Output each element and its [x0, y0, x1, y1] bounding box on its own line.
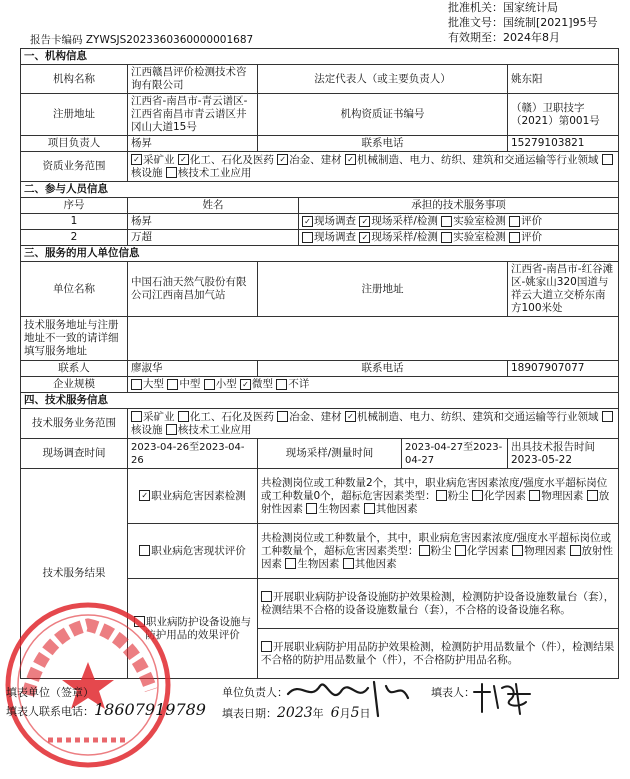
sampling-time: 2023-04-27至2023-04-27 [402, 439, 508, 469]
option-label: 采矿业 [143, 153, 175, 166]
leader-signature-icon [280, 672, 420, 720]
survey-time-label: 现场调查时间 [21, 439, 128, 469]
checkbox-option [204, 378, 240, 390]
section-employer-title: 三、服务的用人单位信息 [21, 246, 619, 262]
checkbox-icon [302, 232, 313, 243]
checkbox-icon [512, 545, 523, 556]
leader-name: 杨昇 [128, 136, 258, 152]
checkbox-option [131, 411, 178, 423]
report-time-label: 出具技术报告时间 [511, 440, 595, 453]
option-label: 机械制造、电力、纺织、建筑和交通运输等行业领域 [357, 153, 599, 166]
size-label: 企业规模 [21, 377, 128, 393]
checkbox-icon [131, 379, 142, 390]
validity-date: 有效期至：2024年8月 [448, 31, 560, 44]
checked-box-icon: ✓ [359, 216, 370, 227]
checkbox-option [276, 378, 309, 390]
checkbox-icon [570, 545, 581, 556]
org-phone-label: 联系电话 [258, 136, 508, 152]
staff-duties [299, 214, 619, 230]
org-name-label: 机构名称 [21, 65, 128, 94]
option-label: 放射性因素 [261, 544, 614, 570]
option-label: 物理因素 [541, 489, 584, 502]
col-no-header: 序号 [21, 198, 128, 214]
option-label: 核技术工业应用 [177, 423, 252, 436]
checkbox-option [306, 503, 363, 515]
unit-reg-addr: 江西省-南昌市-红谷滩区-姚家山320国道与祥云大道立交桥东南方100米处 [508, 262, 619, 317]
checkbox-option [167, 378, 203, 390]
option-label: 核技术工业应用 [177, 166, 252, 179]
option-label: 化学因素 [484, 489, 527, 502]
company-size-list [128, 377, 619, 393]
result-status-text: 共检测岗位或工种数量个，其中，职业病危害因素浓度/强度水平超标岗位或工种数量个，超标危害因素类型： [261, 531, 612, 557]
alt-addr-value [128, 317, 619, 361]
option-label: 中型 [179, 378, 201, 390]
checkbox-icon [139, 545, 150, 556]
checkbox-option [302, 215, 359, 227]
checkbox-option [472, 490, 529, 502]
staff-no: 2 [21, 230, 128, 246]
checkbox-option [509, 231, 542, 243]
checkbox-option [178, 154, 277, 166]
result-protection-equipment [258, 579, 619, 629]
checked-box-icon: ✓ [178, 154, 189, 165]
checkbox-option [343, 558, 397, 570]
col-name-header: 姓名 [128, 198, 299, 214]
result-status-label-cell [128, 524, 258, 579]
checkbox-icon [436, 490, 447, 501]
contact-label: 联系人 [21, 361, 128, 377]
legal-rep: 姚东阳 [508, 65, 619, 94]
checked-box-icon: ✓ [302, 216, 313, 227]
checkbox-option [302, 231, 359, 243]
option-label: 生物因素 [297, 557, 340, 570]
date-year: 2023 [277, 705, 313, 721]
option-label: 核设施 [131, 423, 163, 436]
checkbox-icon [509, 232, 520, 243]
checkbox-icon [277, 411, 288, 422]
option-label: 生物因素 [318, 502, 361, 515]
checkbox-icon [509, 216, 520, 227]
org-name: 江西赣昌评价检测技术咨询有限公司 [128, 65, 258, 94]
checkbox-option [441, 231, 509, 243]
checkbox-option [359, 231, 441, 243]
checkbox-option [166, 424, 252, 436]
checkbox-option [131, 154, 178, 166]
option-label: 实验室检测 [453, 215, 506, 227]
result-status-label: 职业病危害现状评价 [151, 544, 246, 557]
option-label: 现场调查 [314, 231, 356, 243]
option-label: 放射性因素 [261, 489, 610, 515]
checkbox-option [512, 545, 569, 557]
checkbox-icon: ✓ [139, 490, 150, 501]
checkbox-icon [261, 591, 272, 602]
footer-contact [6, 700, 206, 719]
checkbox-option [345, 411, 602, 423]
date-label: 填表日期： [222, 707, 277, 720]
date-year-suffix: 年 [312, 707, 324, 720]
result-detection-label: 职业病危害因素检测 [151, 489, 246, 502]
staff-name: 万超 [128, 230, 299, 246]
checkbox-option [509, 215, 542, 227]
option-label: 物理因素 [524, 544, 567, 557]
unit-name: 中国石油天然气股份有限公司江西南昌加气站 [128, 262, 258, 317]
alt-addr-label: 技术服务地址与注册地址不一致的请详细填写服务地址 [21, 317, 128, 361]
checkbox-option [359, 215, 441, 227]
checkbox-icon [276, 379, 287, 390]
option-label: 化工、石化及医药 [189, 410, 274, 423]
service-scope-list [128, 409, 619, 439]
checkbox-icon [261, 641, 272, 652]
option-label: 小型 [215, 378, 237, 390]
scope-label: 资质业务范围 [21, 152, 128, 182]
result-status-content [258, 524, 619, 579]
unit-reg-addr-label: 注册地址 [258, 262, 508, 317]
report-time: 2023-05-22 [511, 453, 573, 466]
approval-number: 批准文号：国统制[2021]95号 [448, 16, 598, 29]
checkbox-icon [306, 503, 317, 514]
checkbox-icon [131, 411, 142, 422]
option-label: 化工、石化及医药 [189, 153, 274, 166]
checkbox-option [419, 545, 455, 557]
unit-name-label: 单位名称 [21, 262, 128, 317]
result-detection-content [258, 469, 619, 524]
checkbox-icon [285, 558, 296, 569]
result-protection-equipment-text: 开展职业病防护设备设施防护效果检测，检测防护设备设施数量台（套），检测结果不合格的设备设施数量台（套），不合格的设备设施名称。 [261, 590, 615, 616]
result-protection-label: 职业病防护设备设施与防护用品的效果评价 [145, 615, 251, 641]
checkbox-icon [472, 490, 483, 501]
checkbox-option [277, 411, 345, 423]
option-label: 机械制造、电力、纺织、建筑和交通运输等行业领域 [357, 410, 599, 423]
contact-phone: 18607919789 [94, 700, 206, 719]
checkbox-option [436, 490, 472, 502]
survey-time: 2023-04-26至2023-04-26 [128, 439, 258, 469]
option-label: 粉尘 [447, 489, 469, 502]
checkbox-option [131, 378, 167, 390]
result-protection-gear-text: 开展职业病防护用品防护效果检测，检测防护用品数量个（件），检测结果不合格的防护用品数量个（件），不合格防护用品名称。 [261, 640, 615, 666]
checkbox-option [364, 503, 418, 515]
org-reg-addr: 江西省-南昌市-青云谱区-江西省南昌市青云谱区井冈山大道15号 [128, 94, 258, 136]
staff-duties [299, 230, 619, 246]
sampling-time-label: 现场采样/测量时间 [258, 439, 402, 469]
cert-number: （赣）卫职技字（2021）第001号 [508, 94, 619, 136]
option-label: 其他因素 [354, 557, 397, 570]
result-protection-gear [258, 629, 619, 679]
checkbox-icon [419, 545, 430, 556]
checkbox-option [441, 215, 509, 227]
option-label: 其他因素 [375, 502, 418, 515]
footer-unit-label: 填表单位（签章） [6, 686, 94, 699]
section-org-title: 一、机构信息 [21, 49, 619, 65]
checkbox-option [285, 558, 342, 570]
checkbox-icon [166, 424, 177, 435]
leader-label: 项目负责人 [21, 136, 128, 152]
service-scope-label: 技术服务业务范围 [21, 409, 128, 439]
cert-label: 机构资质证书编号 [258, 94, 508, 136]
staff-no: 1 [21, 214, 128, 230]
legal-rep-label: 法定代表人（或主要负责人） [258, 65, 508, 94]
staff-name: 杨昇 [128, 214, 299, 230]
report-time-cell [508, 439, 619, 469]
checkbox-icon [204, 379, 215, 390]
option-label: 实验室检测 [453, 231, 506, 243]
checkbox-icon [455, 545, 466, 556]
date-day-suffix: 日 [359, 707, 371, 720]
option-label: 微型 [252, 378, 274, 390]
option-label: 粉尘 [430, 544, 452, 557]
col-duty-header: 承担的技术服务事项 [299, 198, 619, 214]
report-form [20, 48, 619, 679]
option-label: 现场采样/检测 [371, 215, 438, 227]
checked-box-icon: ✓ [345, 411, 356, 422]
qual-scope-list [128, 152, 619, 182]
result-detection-text: 共检测岗位或工种数量2个，其中，职业病危害因素浓度/强度水平超标岗位或工种数量0个，超标危害因素类型： [261, 476, 608, 502]
section-staff-title: 二、参与人员信息 [21, 182, 619, 198]
authority-label: 批准机关：国家统计局 [448, 1, 558, 14]
contact-name: 廖淑华 [128, 361, 258, 377]
unit-phone: 18907907077 [508, 361, 619, 377]
checked-box-icon: ✓ [131, 154, 142, 165]
checkbox-option [529, 490, 586, 502]
checkbox-icon [441, 232, 452, 243]
checkbox-option [178, 411, 277, 423]
section-service-title: 四、技术服务信息 [21, 393, 619, 409]
date-month: 6 [330, 705, 340, 721]
approval-header [448, 0, 628, 45]
report-code: 报告卡编码 ZYWSJS2023360360000001687 [30, 34, 254, 46]
option-label: 现场采样/检测 [371, 231, 438, 243]
checkbox-icon [441, 216, 452, 227]
checked-box-icon: ✓ [277, 154, 288, 165]
checkbox-icon [166, 167, 177, 178]
org-phone: 15279103821 [508, 136, 619, 152]
checked-box-icon: ✓ [240, 379, 251, 390]
checkbox-option [455, 545, 512, 557]
checked-box-icon: ✓ [359, 232, 370, 243]
option-label: 评价 [521, 231, 543, 243]
result-detection-label-cell [128, 469, 258, 524]
option-label: 大型 [143, 378, 164, 390]
option-label: 冶金、建材 [289, 410, 342, 423]
option-label: 冶金、建材 [289, 153, 342, 166]
option-label: 化学因素 [466, 544, 509, 557]
org-reg-addr-label: 注册地址 [21, 94, 128, 136]
contact-phone-label: 填表人联系电话： [6, 705, 94, 718]
date-day: 5 [350, 705, 360, 721]
checkbox-option [277, 154, 345, 166]
option-label: 核设施 [131, 166, 163, 179]
checkbox-icon [364, 503, 375, 514]
date-month-suffix: 月 [339, 707, 351, 720]
option-label: 不详 [288, 378, 310, 390]
checkbox-icon [167, 379, 178, 390]
unit-phone-label: 联系电话 [258, 361, 508, 377]
checkbox-option [166, 167, 252, 179]
result-label: 技术服务结果 [21, 469, 128, 679]
official-stamp-icon [3, 600, 173, 770]
checkbox-option [240, 378, 276, 390]
checkbox-icon [587, 490, 598, 501]
checkbox-icon [343, 558, 354, 569]
checkbox-icon [602, 154, 613, 165]
filler-signature-icon [468, 678, 538, 718]
option-label: 评价 [521, 215, 543, 227]
checkbox-option [345, 154, 602, 166]
checkbox-icon [529, 490, 540, 501]
checked-box-icon: ✓ [345, 154, 356, 165]
footer-filler-label: 填表人： [431, 686, 475, 699]
option-label: 现场调查 [314, 215, 356, 227]
footer-leader-label: 单位负责人： [222, 686, 288, 699]
checkbox-icon [178, 411, 189, 422]
checkbox-icon [602, 411, 613, 422]
option-label: 采矿业 [143, 410, 175, 423]
